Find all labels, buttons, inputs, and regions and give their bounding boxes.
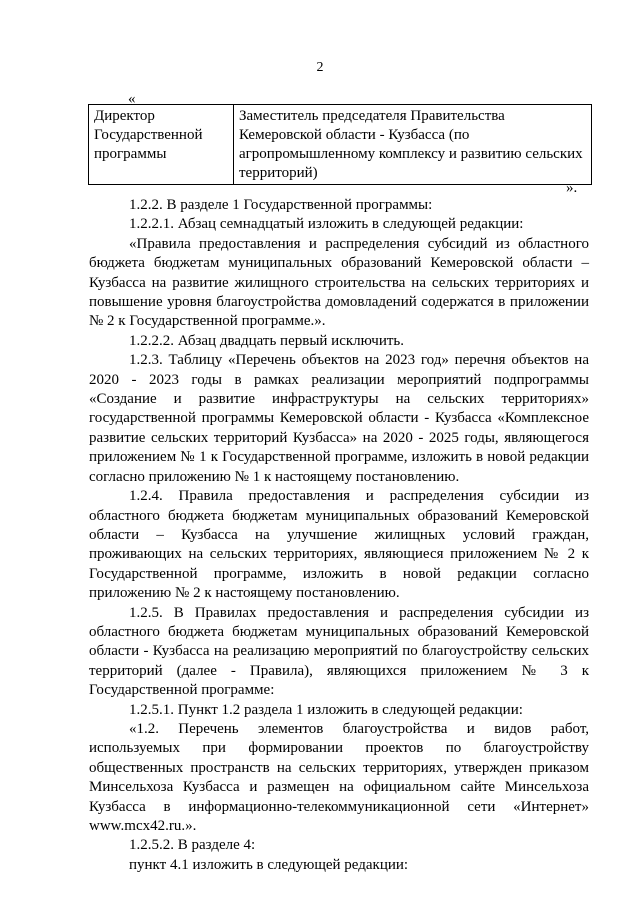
paragraph-quote-1-2: «1.2. Перечень элементов благоустройства и видов работ, используемых при формировании проектов по благоустройству общественных пространств на сельских территориях, утвержден приказом Минсельхоза Кузбасса и размещен на официальном сайте Минсельхоза Кузбасса в информационно-телекоммуникационной сети «Интернет» www.mcx42.ru.». bbox=[89, 720, 589, 834]
paragraph-quote-rules: «Правила предоставления и распределения субсидий из областного бюджета бюджетам муниципальных образований Кемеровской области – Кузбасса на развитие жилищного строительства на сельских территориях и повышение уровня благоустройства домовладений содержатся в приложении № 2 к Государственной программе.». bbox=[89, 235, 589, 330]
table-close-quote: ». bbox=[566, 180, 578, 196]
paragraph-1-2-5: 1.2.5. В Правилах предоставления и распределения субсидии из областного бюджета бюджетам муниципальных образований Кемеровской области - Кузбасса на реализацию мероприятий по благоустройству сельских территорий (далее - Правила), являющихся приложением № 3 к Государственной программе: bbox=[89, 604, 589, 699]
director-table bbox=[88, 104, 592, 185]
paragraph-point-4-1: пункт 4.1 изложить в следующей редакции: bbox=[129, 856, 409, 873]
paragraph-1-2-3: 1.2.3. Таблицу «Перечень объектов на 2023 год» перечня объектов на 2020 - 2023 годы в рамках реализации мероприятий подпрограммы «Создание и развитие инфраструктуры на сельских территориях» государственной программы Кемеровской области - Кузбасса «Комплексное развитие сельских территорий Кузбасса» на 2020 - 2025 годы, являющегося приложением № 1 к Государственной программе, изложить в новой редакции согласно приложению № 1 к настоящему постановлению. bbox=[89, 352, 589, 485]
paragraph-1-2-2: 1.2.2. В разделе 1 Государственной программы: bbox=[129, 197, 433, 213]
paragraph-1-2-2-2: 1.2.2.2. Абзац двадцать первый исключить. bbox=[129, 332, 404, 349]
document-body bbox=[89, 196, 589, 875]
table-row bbox=[89, 105, 592, 185]
table-open-quote: « bbox=[128, 91, 136, 107]
paragraph-1-2-4: 1.2.4. Правила предоставления и распределения субсидии из областного бюджета бюджетам муниципальных образований Кемеровской области – Кузбасса на улучшение жилищных условий граждан, проживающих на сельских территориях, являющиеся приложением № 2 к Государственной программе, изложить в новой редакции согласно приложению № 2 к настоящему постановлению. bbox=[89, 488, 589, 602]
page-number: 2 bbox=[316, 60, 324, 75]
role-value-cell: Заместитель председателя Правительства Кемеровской области - Кузбасса (по агропромышленному комплексу и развитию сельских территорий) bbox=[234, 105, 592, 185]
paragraph-1-2-5-2: 1.2.5.2. В разделе 4: bbox=[129, 837, 256, 854]
paragraph-1-2-5-1: 1.2.5.1. Пункт 1.2 раздела 1 изложить в следующей редакции: bbox=[129, 701, 523, 718]
paragraph-1-2-2-1: 1.2.2.1. Абзац семнадцатый изложить в следующей редакции: bbox=[129, 216, 524, 233]
role-label-cell: Директор Государственной программы bbox=[89, 105, 234, 185]
